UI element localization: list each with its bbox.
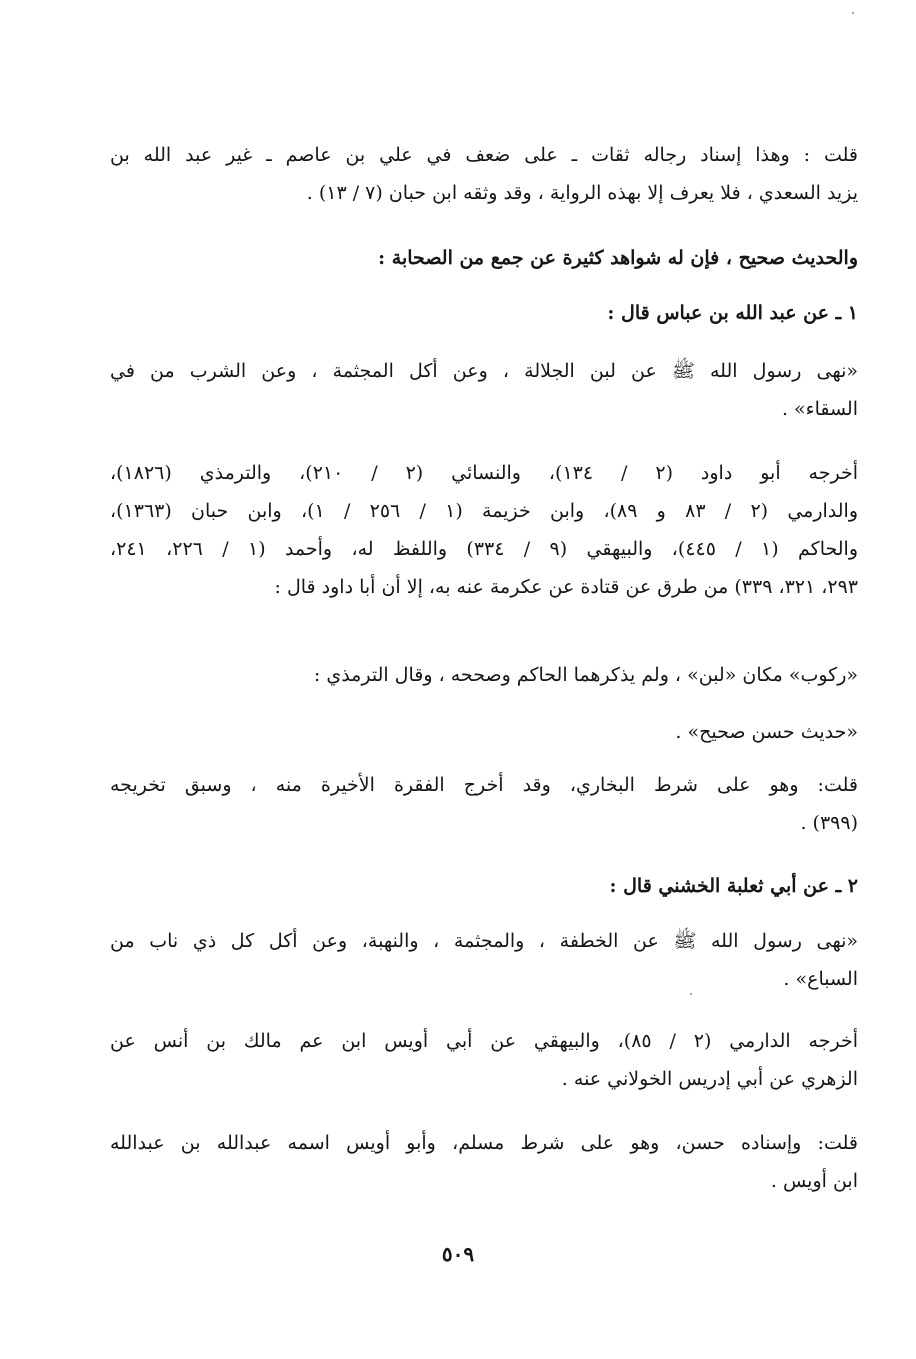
paragraph-hadith-quote-1 (110, 352, 858, 428)
scan-speck (852, 12, 854, 14)
text-line: أخرجه أبو داود (٢ / ١٣٤)، والنسائي (٢ / ٢١٠)، والترمذي (١٨٢٦)، (110, 462, 858, 484)
scan-speck (690, 993, 692, 995)
text-line: قلت : وهذا إسناد رجاله ثقات ـ على ضعف في علي بن عاصم ـ غير عبد الله بن (110, 144, 858, 166)
heading-ibn-abbas (110, 294, 858, 332)
paragraph-commentary-bukhari (110, 766, 858, 842)
paragraph-hadith-quote-2 (110, 922, 858, 998)
text-line: والحاكم (١ / ٤٤٥)، والبيهقي (٩ / ٣٣٤) واللفظ له، وأحمد (١ / ٢٢٦، ٢٤١، (110, 538, 858, 560)
text-line: السباع» . (783, 968, 858, 990)
paragraph-takhrij-2 (110, 1022, 858, 1098)
text-line: «حديث حسن صحيح» . (675, 721, 858, 743)
text-line: ٢٩٣، ٣٢١، ٣٣٩) من طرق عن قتادة عن عكرمة عنه به، إلا أن أبا داود قال : (274, 576, 858, 598)
text-line: ١ ـ عن عبد الله بن عباس قال : (607, 302, 858, 324)
text-line: أخرجه الدارمي (٢ / ٨٥)، والبيهقي عن أبي أويس ابن عم مالك بن أنس عن (110, 1030, 858, 1052)
paragraph-takhrij-1 (110, 454, 858, 606)
page-number: ٥٠٩ (441, 1242, 475, 1266)
text-line: (٣٩٩) . (800, 812, 858, 834)
text-line: «ركوب» مكان «لبن» ، ولم يذكرهما الحاكم وصححه ، وقال الترمذي : (313, 664, 858, 686)
paragraph-commentary-muslim (110, 1124, 858, 1200)
text-line: «نهى رسول الله ﷺ عن الخطفة ، والمجثمة ، والنهبة، وعن أكل كل ذي ناب من (110, 930, 858, 952)
paragraph-commentary-isnad (110, 136, 858, 212)
paragraph-tirmidhi-grade (110, 713, 858, 751)
text-line: يزيد السعدي ، فلا يعرف إلا بهذه الرواية ، وقد وثقه ابن حبان (٧ / ١٣) . (306, 182, 858, 204)
text-line: السقاء» . (781, 398, 858, 420)
text-line: والحديث صحيح ، فإن له شواهد كثيرة عن جمع من الصحابة : (378, 247, 858, 269)
text-line: ٢ ـ عن أبي ثعلبة الخشني قال : (609, 875, 858, 897)
text-line: قلت: وإسناده حسن، وهو على شرط مسلم، وأبو أويس اسمه عبدالله بن عبدالله (110, 1132, 858, 1154)
text-line: «نهى رسول الله ﷺ عن لبن الجلالة ، وعن أكل المجثمة ، وعن الشرب من في (110, 360, 858, 382)
text-line: ابن أويس . (770, 1170, 858, 1192)
text-line: الزهري عن أبي إدريس الخولاني عنه . (561, 1068, 858, 1090)
paragraph-hadith-sahih (110, 239, 858, 277)
text-line: قلت: وهو على شرط البخاري، وقد أخرج الفقرة الأخيرة منه ، وسبق تخريجه (110, 774, 858, 796)
heading-abu-thalaba (110, 867, 858, 905)
text-line: والدارمي (٢ / ٨٣ و ٨٩)، وابن خزيمة (١ / ٢٥٦ / ١)، وابن حبان (١٣٦٣)، (110, 500, 858, 522)
paragraph-rukub-note (110, 656, 858, 694)
